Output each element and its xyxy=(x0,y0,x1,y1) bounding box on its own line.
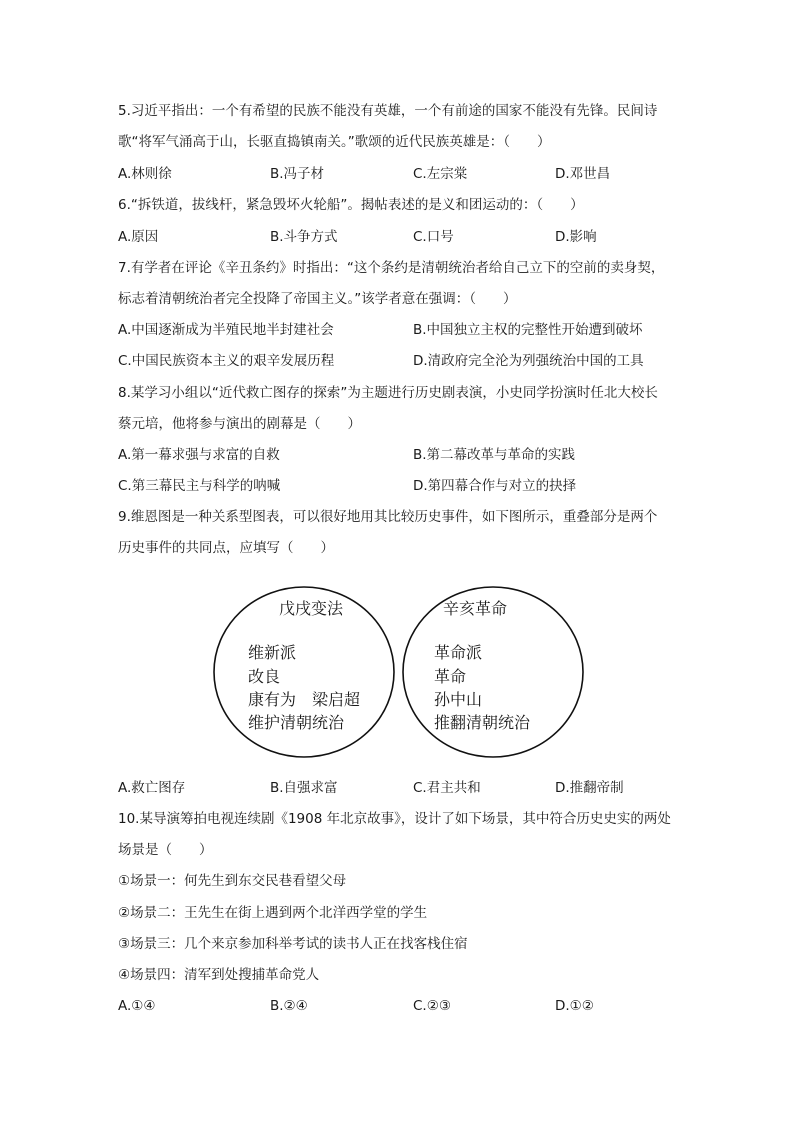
question-7-option-d[interactable]: D.清政府完全沦为列强统治中国的工具 xyxy=(413,353,644,369)
question-6-option-b[interactable]: B.斗争方式 xyxy=(270,229,338,245)
venn-right-item: 推翻清朝统治 xyxy=(434,713,531,732)
question-7-option-c[interactable]: C.中国民族资本主义的艰辛发展历程 xyxy=(118,353,335,369)
question-7-stem-line-1: 7.有学者在评论《辛丑条约》时指出：“这个条约是清朝统治者给自己立下的空前的卖身契， xyxy=(118,260,665,276)
question-5-stem-line-1: 5.习近平指出：一个有希望的民族不能没有英雄，一个有前途的国家不能没有先锋。民间诗 xyxy=(118,103,658,119)
question-6-option-a[interactable]: A.原因 xyxy=(118,229,159,245)
venn-left-item: 维新派 xyxy=(248,643,297,662)
venn-right-item: 革命派 xyxy=(434,643,483,662)
question-9-option-c[interactable]: C.君主共和 xyxy=(413,780,481,796)
question-8-option-c[interactable]: C.第三幕民主与科学的呐喊 xyxy=(118,478,281,494)
question-5-option-c[interactable]: C.左宗棠 xyxy=(413,166,468,182)
venn-left-item: 康有为 梁启超 xyxy=(248,690,361,709)
question-7-option-a[interactable]: A.中国逐渐成为半殖民地半封建社会 xyxy=(118,322,334,338)
question-7-option-b[interactable]: B.中国独立主权的完整性开始遭到破坏 xyxy=(413,322,643,338)
venn-left-item: 改良 xyxy=(248,667,281,686)
question-5-stem-line-2: 歌“将军气涌高于山，长驱直捣镇南关。”歌颂的近代民族英雄是：（ ） xyxy=(118,134,551,150)
question-9-stem-line-2: 历史事件的共同点，应填写（ ） xyxy=(118,540,334,556)
venn-right-item: 革命 xyxy=(434,667,467,686)
venn-right-title: 辛亥革命 xyxy=(443,599,508,618)
question-5-option-d[interactable]: D.邓世昌 xyxy=(555,166,611,182)
question-10-scene-3: ③场景三：几个来京参加科举考试的读书人正在找客栈住宿 xyxy=(118,936,468,952)
question-10-scene-4: ④场景四：清军到处搜捕革命党人 xyxy=(118,967,320,983)
question-10-scene-2: ②场景二：王先生在街上遇到两个北洋西学堂的学生 xyxy=(118,905,428,921)
question-9-option-b[interactable]: B.自强求富 xyxy=(270,780,338,796)
venn-diagram xyxy=(212,585,586,760)
question-9-option-a[interactable]: A.救亡图存 xyxy=(118,780,186,796)
question-6-stem-line-1: 6.“拆铁道，拔线杆，紧急毁坏火轮船”。揭帖表述的是义和团运动的：（ ） xyxy=(118,197,584,213)
question-6-option-d[interactable]: D.影响 xyxy=(555,229,597,245)
question-8-stem-line-1: 8.某学习小组以“近代救亡图存的探索”为主题进行历史剧表演，小史同学扮演时任北大校长 xyxy=(118,385,658,401)
question-8-option-a[interactable]: A.第一幕求强与求富的自救 xyxy=(118,447,280,463)
question-9-stem-line-1: 9.维恩图是一种关系型图表，可以很好地用其比较历史事件，如下图所示，重叠部分是两个 xyxy=(118,509,658,525)
question-8-option-d[interactable]: D.第四幕合作与对立的抉择 xyxy=(413,478,577,494)
question-7-stem-line-2: 标志着清朝统治者完全投降了帝国主义。”该学者意在强调：（ ） xyxy=(118,291,517,307)
venn-right-item: 孙中山 xyxy=(434,690,483,709)
venn-left-item: 维护清朝统治 xyxy=(248,713,345,732)
question-10-option-c[interactable]: C.②③ xyxy=(413,998,451,1014)
question-10-option-a[interactable]: A.①④ xyxy=(118,998,156,1014)
question-5-option-b[interactable]: B.冯子材 xyxy=(270,166,325,182)
question-9-option-d[interactable]: D.推翻帝制 xyxy=(555,780,624,796)
venn-left-title: 戊戌变法 xyxy=(279,599,344,618)
question-10-option-b[interactable]: B.②④ xyxy=(270,998,308,1014)
question-5-option-a[interactable]: A.林则徐 xyxy=(118,166,172,182)
question-8-stem-line-2: 蔡元培，他将参与演出的剧幕是（ ） xyxy=(118,416,361,432)
question-10-stem-line-2: 场景是（ ） xyxy=(118,842,213,858)
question-10-option-d[interactable]: D.①② xyxy=(555,998,594,1014)
question-10-stem-line-1: 10.某导演筹拍电视连续剧《1908 年北京故事》，设计了如下场景，其中符合历史史实的两处 xyxy=(118,811,671,827)
question-10-scene-1: ①场景一：何先生到东交民巷看望父母 xyxy=(118,873,347,889)
question-6-option-c[interactable]: C.口号 xyxy=(413,229,454,245)
question-8-option-b[interactable]: B.第二幕改革与革命的实践 xyxy=(413,447,576,463)
